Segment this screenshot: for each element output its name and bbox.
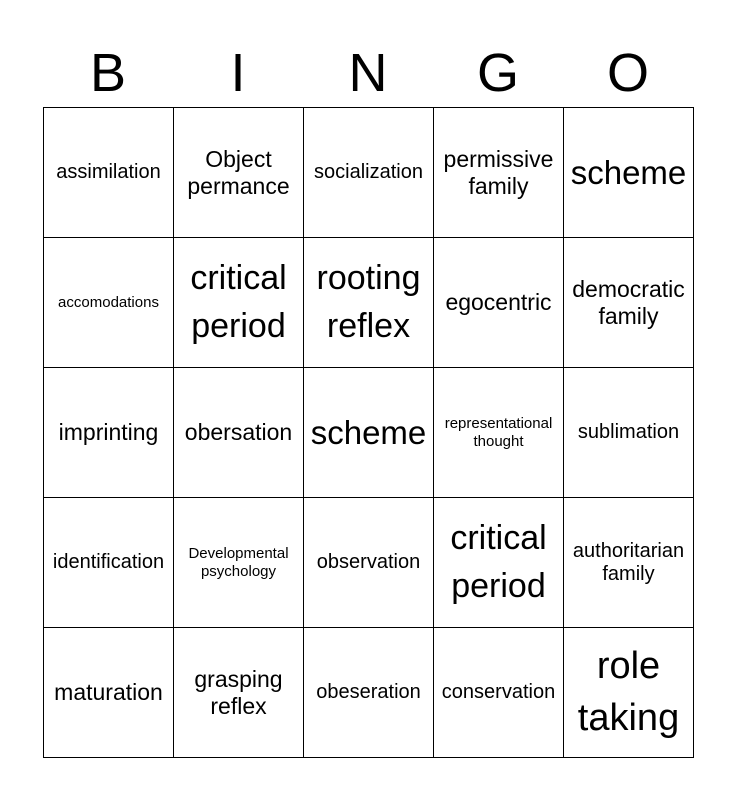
bingo-header	[43, 40, 693, 106]
cell-label: critical period	[450, 518, 547, 605]
cell-label: sublimation	[577, 421, 680, 443]
bingo-cell[interactable]	[304, 498, 434, 628]
bingo-cell[interactable]	[304, 368, 434, 498]
cell-label: rooting reflex	[316, 258, 421, 345]
cell-label: conservation	[441, 681, 556, 703]
bingo-cell[interactable]	[564, 238, 694, 368]
cell-label: representational thought	[444, 415, 553, 450]
bingo-cell[interactable]	[434, 238, 564, 368]
header-letter-n: N	[348, 43, 388, 103]
cell-label: authoritarian family	[572, 539, 685, 585]
bingo-card-grid	[43, 107, 694, 758]
cell-label: egocentric	[445, 289, 552, 316]
bingo-cell[interactable]	[174, 368, 304, 498]
cell-label: imprinting	[58, 419, 159, 446]
cell-label: critical period	[190, 258, 287, 345]
header-letter-b: B	[89, 43, 127, 103]
cell-label: Developmental psychology	[188, 545, 289, 580]
cell-label: Object permance	[187, 146, 290, 199]
bingo-cell[interactable]	[304, 238, 434, 368]
bingo-cell[interactable]	[564, 108, 694, 238]
cell-label: accomodations	[58, 293, 159, 311]
cell-label: obeseration	[316, 681, 421, 703]
bingo-cell[interactable]	[434, 628, 564, 758]
bingo-cell[interactable]	[174, 108, 304, 238]
cell-label: maturation	[54, 679, 163, 706]
bingo-cell[interactable]	[564, 498, 694, 628]
bingo-cell[interactable]	[44, 498, 174, 628]
bingo-cell[interactable]	[174, 628, 304, 758]
bingo-cell[interactable]	[44, 108, 174, 238]
cell-label: permissive family	[443, 146, 554, 199]
bingo-cell[interactable]	[434, 498, 564, 628]
bingo-cell[interactable]	[434, 368, 564, 498]
cell-label: democratic family	[572, 276, 685, 329]
bingo-cell[interactable]	[44, 238, 174, 368]
cell-label: assimilation	[56, 161, 161, 183]
bingo-cell[interactable]	[174, 498, 304, 628]
bingo-cell[interactable]	[304, 108, 434, 238]
cell-label: scheme	[310, 413, 427, 451]
bingo-cell[interactable]	[564, 368, 694, 498]
bingo-cell[interactable]	[304, 628, 434, 758]
bingo-cell[interactable]	[434, 108, 564, 238]
cell-label: identification	[52, 551, 165, 573]
cell-label: observation	[316, 551, 421, 573]
header-letter-i: I	[230, 43, 246, 103]
header-letter-g: G	[476, 43, 519, 103]
bingo-cell[interactable]	[174, 238, 304, 368]
cell-label: obersation	[184, 419, 293, 446]
cell-label: scheme	[570, 153, 687, 191]
bingo-cell[interactable]	[564, 628, 694, 758]
bingo-cell[interactable]	[44, 368, 174, 498]
cell-label: socialization	[314, 161, 423, 183]
cell-label: grasping reflex	[194, 666, 283, 719]
bingo-cell[interactable]	[44, 628, 174, 758]
cell-label: role taking	[577, 645, 680, 739]
header-letter-o: O	[606, 43, 649, 103]
